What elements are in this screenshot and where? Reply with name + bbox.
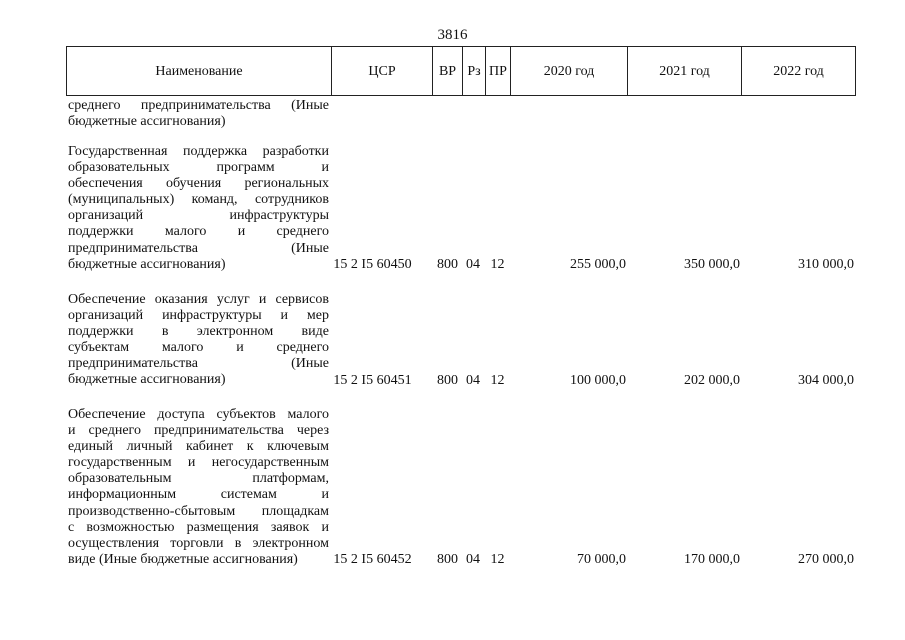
row-name-line: поддержки малого и среднего [68,224,329,240]
row-name-line: бюджетные ассигнования) [68,372,226,388]
table-header [66,46,856,96]
row-name-line: (муниципальных) команд, сотрудников [68,192,329,208]
row-vr: 800 [437,551,458,567]
row-value-2022: 270 000,0 [798,551,854,567]
row-name-line: единый личный кабинет к ключевым [68,439,329,455]
row-vr: 800 [437,372,458,388]
row-value-2021: 170 000,0 [684,551,740,567]
row-name-line: Обеспечение доступа субъектов малого [68,407,329,422]
header-rz: Рз [463,47,486,95]
row-value-2021: 202 000,0 [684,372,740,388]
row-name [68,144,329,273]
row-name-line: информационным системам и [68,487,329,503]
row-value-2020: 255 000,0 [570,256,626,272]
row-name [68,292,329,389]
row-csr: 15 2 I5 60451 [333,372,412,388]
header-2020: 2020 год [511,47,628,95]
header-csr: ЦСР [332,47,433,95]
header-2022: 2022 год [773,64,824,79]
row-name-line: предпринимательства (Иные [68,240,329,256]
row-csr: 15 2 I5 60450 [333,256,412,272]
row-name-line: с возможностью размещения заявок и [68,519,329,535]
row-rz: 04 [466,551,480,567]
row-value-2020: 70 000,0 [577,551,626,567]
row-value-2022: 304 000,0 [798,372,854,388]
row-name [68,98,329,130]
row-pr: 12 [490,256,505,272]
row-name-line: образовательным платформам, [68,471,329,487]
row-name-line: организаций инфраструктуры и мер [68,308,329,324]
row-name-line: государственным и негосударственным [68,455,329,471]
row-name-line: осуществления торговли в электронном [68,535,329,551]
row-value-2020: 100 000,0 [570,372,626,388]
row-name-line: и среднего предпринимательства через [68,423,329,439]
row-name-line: виде (Иные бюджетные ассигнования) [68,551,298,567]
row-pr: 12 [490,372,505,388]
header-pr: ПР [486,47,511,95]
row-value-2022: 310 000,0 [798,256,854,272]
page-number: 3816 [437,27,468,43]
row-name-line: организаций инфраструктуры [68,208,329,224]
row-name-line: образовательных программ и [68,160,329,176]
row-name-line: Обеспечение оказания услуг и сервисов [68,292,329,307]
header-name: Наименование [67,47,332,95]
row-name-line: среднего предпринимательства (Иные [68,98,329,113]
row-value-2021: 350 000,0 [684,256,740,272]
row-name-line: субъектам малого и среднего [68,340,329,356]
row-name-line: производственно-сбытовым площадкам [68,503,329,519]
row-name-line: предпринимательства (Иные [68,356,329,372]
row-name-line: бюджетные ассигнования) [68,256,226,272]
row-rz: 04 [466,256,480,272]
row-name-line: бюджетные ассигнования) [68,114,226,130]
row-name-line: обеспечения обучения региональных [68,176,329,192]
row-rz: 04 [466,372,480,388]
row-name-line: Государственная поддержка разработки [68,144,329,159]
row-csr: 15 2 I5 60452 [333,551,412,567]
header-2021: 2021 год [628,47,742,95]
row-name-line: поддержки в электронном виде [68,324,329,340]
header-vr: ВР [433,47,463,95]
row-vr: 800 [437,256,458,272]
row-name [68,407,329,568]
row-pr: 12 [490,551,505,567]
